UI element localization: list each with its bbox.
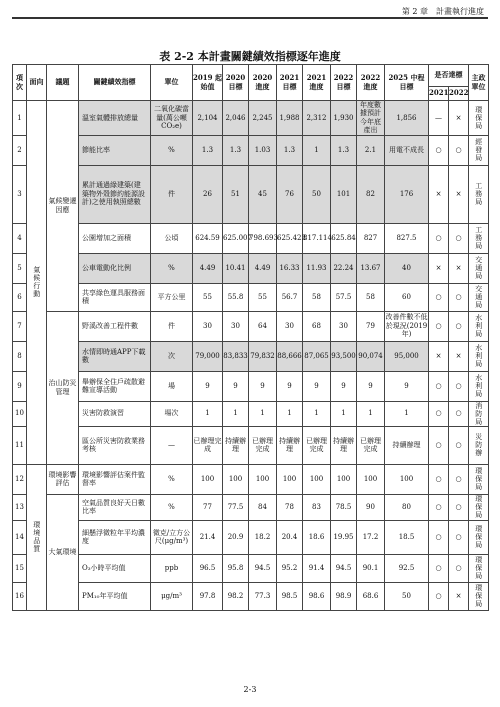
agency-cell: 災防辦: [469, 426, 489, 464]
value-2019: 已辦理完成: [193, 426, 223, 464]
met-2022: ○: [449, 464, 469, 494]
target-2021: 持續辦理: [277, 426, 303, 464]
agency-cell: 環保局: [469, 101, 489, 136]
value-2019: 100: [193, 464, 223, 494]
agency-cell: 經發局: [469, 135, 489, 165]
unit-cell: 平方公里: [151, 283, 193, 311]
met-2021: ○: [429, 554, 449, 582]
table-row: [13, 582, 489, 610]
target-2020: 98.2: [223, 582, 249, 610]
agency-cell: 工務局: [469, 165, 489, 223]
target-2021: 88,666: [277, 341, 303, 371]
target-2021: 1.3: [277, 135, 303, 165]
chapter-header: 第 2 章 計畫執行進度: [401, 7, 484, 16]
agency-cell: 交通局: [469, 253, 489, 283]
target-2021: 1,988: [277, 101, 303, 136]
target-2022: 持續辦理: [331, 426, 357, 464]
target-2022: 1,930: [331, 101, 357, 136]
target-2022: 101: [331, 165, 357, 223]
progress-2020: 64: [249, 311, 277, 341]
value-2019: 79,000: [193, 341, 223, 371]
progress-2022: 2.1: [357, 135, 385, 165]
value-2019: 55: [193, 283, 223, 311]
indicator-name: 舉辦保全住戶疏散避難宣導活動: [79, 371, 151, 401]
indicator-name: 細懸浮微粒年平均濃度: [79, 520, 151, 554]
unit-cell: μg/m³: [151, 582, 193, 610]
target-2020: 1: [223, 401, 249, 426]
target-2021: 95.2: [277, 554, 303, 582]
col-2020-progress: 2020 進度: [249, 65, 277, 101]
progress-2022: 58: [357, 283, 385, 311]
progress-2021: 98.6: [303, 582, 331, 610]
met-2022: ○: [449, 283, 469, 311]
progress-2021: 91.4: [303, 554, 331, 582]
target-2022: 93,500: [331, 341, 357, 371]
target-2020: 51: [223, 165, 249, 223]
indicator-name: O₃小時平均值: [79, 554, 151, 582]
topic-environmental-impact: 環境影響評估: [47, 464, 79, 494]
unit-cell: %: [151, 253, 193, 283]
target-2022: 94.5: [331, 554, 357, 582]
col-2022-target: 2022 目標: [331, 65, 357, 101]
row-number: 2: [13, 135, 27, 165]
kpi-table: [12, 64, 489, 611]
target-2025: 9: [385, 371, 429, 401]
indicator-name: 公園增加之面積: [79, 223, 151, 253]
row-number: 11: [13, 426, 27, 464]
progress-2022: 90,074: [357, 341, 385, 371]
target-2025: 持續辦理: [385, 426, 429, 464]
agency-cell: 水利局: [469, 371, 489, 401]
row-number: 13: [13, 494, 27, 520]
met-2022: ×: [449, 253, 469, 283]
value-2019: 96.5: [193, 554, 223, 582]
unit-cell: 場: [151, 371, 193, 401]
progress-2022: 年度數據預計今年底產出: [357, 101, 385, 136]
met-2021: ○: [429, 223, 449, 253]
table-row: [13, 401, 489, 426]
agency-cell: 交通局: [469, 283, 489, 311]
row-number: 14: [13, 520, 27, 554]
table-row: [13, 311, 489, 341]
table-row: [13, 494, 489, 520]
row-number: 5: [13, 253, 27, 283]
target-2025: 95,000: [385, 341, 429, 371]
target-2025: 改善件數不低於現況(2019 年): [385, 311, 429, 341]
col-2022-progress: 2022 進度: [357, 65, 385, 101]
indicator-name: 累計通過綠建築(建築物外殼節約能源設計)之使用執照總數: [79, 165, 151, 223]
met-2021: ○: [429, 582, 449, 610]
col-topic: 議題: [47, 65, 79, 101]
indicator-name: 水情即時通APP下載數: [79, 341, 151, 371]
value-2019: 2,104: [193, 101, 223, 136]
target-2025: 80: [385, 494, 429, 520]
unit-cell: ppb: [151, 554, 193, 582]
met-2021: ○: [429, 464, 449, 494]
met-2022: ○: [449, 554, 469, 582]
agency-cell: 環保局: [469, 520, 489, 554]
met-2022: ○: [449, 401, 469, 426]
target-2020: 77.5: [223, 494, 249, 520]
target-2021: 78: [277, 494, 303, 520]
met-2021: ○: [429, 520, 449, 554]
value-2019: 624.59: [193, 223, 223, 253]
table-row: [13, 101, 489, 136]
target-2022: 19.95: [331, 520, 357, 554]
unit-cell: 件: [151, 311, 193, 341]
target-2021: 1: [277, 401, 303, 426]
row-number: 16: [13, 582, 27, 610]
table-row: [13, 253, 489, 283]
row-number: 10: [13, 401, 27, 426]
progress-2020: 1: [249, 401, 277, 426]
target-2022: 22.24: [331, 253, 357, 283]
agency-cell: 工務局: [469, 223, 489, 253]
target-2025: 1: [385, 401, 429, 426]
agency-cell: 消防局: [469, 401, 489, 426]
met-2021: ×: [429, 253, 449, 283]
unit-cell: 公頃: [151, 223, 193, 253]
topic-climate-change: 氣候變遷因應: [47, 101, 79, 312]
row-number: 1: [13, 101, 27, 136]
value-2019: 77: [193, 494, 223, 520]
col-no: 項次: [13, 65, 27, 101]
progress-2021: 9: [303, 371, 331, 401]
progress-2022: 827: [357, 223, 385, 253]
row-number: 7: [13, 311, 27, 341]
unit-cell: %: [151, 464, 193, 494]
row-number: 4: [13, 223, 27, 253]
progress-2020: 4.49: [249, 253, 277, 283]
target-2022: 30: [331, 311, 357, 341]
unit-cell: 微克/立方公尺(μg/m³): [151, 520, 193, 554]
met-2022: ×: [449, 101, 469, 136]
page-number: 2-3: [243, 685, 257, 694]
progress-2022: 100: [357, 464, 385, 494]
table-row: [13, 283, 489, 311]
target-2025: 1,856: [385, 101, 429, 136]
target-2022: 1.3: [331, 135, 357, 165]
progress-2021: 已辦理完成: [303, 426, 331, 464]
indicator-name: 公車電動化比例: [79, 253, 151, 283]
progress-2020: 77.3: [249, 582, 277, 610]
table-row: [13, 371, 489, 401]
met-2021: ×: [429, 165, 449, 223]
progress-2021: 100: [303, 464, 331, 494]
target-2021: 98.5: [277, 582, 303, 610]
target-2025: 18.5: [385, 520, 429, 554]
target-2020: 9: [223, 371, 249, 401]
progress-2020: 已辦理完成: [249, 426, 277, 464]
table-title: 表 2-2 本計畫關鍵績效指標逐年進度: [159, 50, 341, 63]
target-2020: 20.9: [223, 520, 249, 554]
progress-2022: 90.1: [357, 554, 385, 582]
indicator-name: 區公所災害防救業務考核: [79, 426, 151, 464]
met-2022: ○: [449, 426, 469, 464]
met-2022: ○: [449, 311, 469, 341]
progress-2021: 68: [303, 311, 331, 341]
topic-disaster-management: 治山防災管理: [47, 311, 79, 464]
unit-cell: 場次: [151, 401, 193, 426]
met-2021: ○: [429, 311, 449, 341]
col-met: 是否達標: [429, 65, 469, 87]
target-2020: 95.8: [223, 554, 249, 582]
col-met-2022: 2022: [449, 87, 469, 101]
table-body: [13, 101, 489, 611]
target-2022: 9: [331, 371, 357, 401]
agency-cell: 環保局: [469, 554, 489, 582]
agency-cell: 環保局: [469, 582, 489, 610]
target-2020: 2,046: [223, 101, 249, 136]
target-2020: 1.3: [223, 135, 249, 165]
indicator-name: 空氣品質良好天日數比率: [79, 494, 151, 520]
target-2021: 76: [277, 165, 303, 223]
progress-2022: 1: [357, 401, 385, 426]
progress-2020: 79,832: [249, 341, 277, 371]
table-row: [13, 520, 489, 554]
met-2021: ○: [429, 426, 449, 464]
row-number: 12: [13, 464, 27, 494]
agency-cell: 環保局: [469, 464, 489, 494]
progress-2022: 13.67: [357, 253, 385, 283]
progress-2021: 50: [303, 165, 331, 223]
progress-2021: 18.6: [303, 520, 331, 554]
met-2021: ○: [429, 371, 449, 401]
progress-2021: 1: [303, 401, 331, 426]
col-2021-target: 2021 目標: [277, 65, 303, 101]
unit-cell: %: [151, 494, 193, 520]
met-2021: ×: [429, 341, 449, 371]
met-2022: ○: [449, 371, 469, 401]
met-2022: ×: [449, 341, 469, 371]
table-row: [13, 341, 489, 371]
table-row: [13, 464, 489, 494]
met-2022: ○: [449, 494, 469, 520]
progress-2021: 11.93: [303, 253, 331, 283]
met-2021: —: [429, 101, 449, 136]
aspect-climate: 氣候行動: [27, 101, 47, 465]
target-2020: 30: [223, 311, 249, 341]
indicator-name: PM₁₀年平均值: [79, 582, 151, 610]
target-2025: 100: [385, 464, 429, 494]
target-2021: 30: [277, 311, 303, 341]
unit-cell: %: [151, 135, 193, 165]
met-2022: ×: [449, 582, 469, 610]
target-2020: 55.8: [223, 283, 249, 311]
progress-2020: 9: [249, 371, 277, 401]
col-indicator: 關鍵績效指標: [79, 65, 151, 101]
target-2025: 176: [385, 165, 429, 223]
target-2025: 92.5: [385, 554, 429, 582]
met-2021: ○: [429, 283, 449, 311]
progress-2020: 94.5: [249, 554, 277, 582]
row-number: 6: [13, 283, 27, 311]
col-unit: 單位: [151, 65, 193, 101]
target-2021: 100: [277, 464, 303, 494]
value-2019: 9: [193, 371, 223, 401]
progress-2021: 87,065: [303, 341, 331, 371]
unit-cell: 件: [151, 165, 193, 223]
col-2021-progress: 2021 進度: [303, 65, 331, 101]
row-number: 9: [13, 371, 27, 401]
target-2021: 56.7: [277, 283, 303, 311]
target-2020: 10.41: [223, 253, 249, 283]
table-row: [13, 426, 489, 464]
progress-2021: 817.114: [303, 223, 331, 253]
col-met-2021: 2021: [429, 87, 449, 101]
value-2019: 30: [193, 311, 223, 341]
progress-2020: 2,245: [249, 101, 277, 136]
table-row: [13, 223, 489, 253]
target-2022: 1: [331, 401, 357, 426]
col-agency: 主政單位: [469, 65, 489, 101]
progress-2020: 45: [249, 165, 277, 223]
progress-2021: 1: [303, 135, 331, 165]
target-2020: 100: [223, 464, 249, 494]
progress-2022: 82: [357, 165, 385, 223]
col-2025-target: 2025 中程 目標: [385, 65, 429, 101]
agency-cell: 水利局: [469, 311, 489, 341]
value-2019: 1.3: [193, 135, 223, 165]
progress-2022: 68.6: [357, 582, 385, 610]
value-2019: 4.49: [193, 253, 223, 283]
col-aspect: 面向: [27, 65, 47, 101]
target-2022: 625.84: [331, 223, 357, 253]
aspect-environment: 環境品質: [27, 464, 47, 610]
indicator-name: 溫室氣體排放總量: [79, 101, 151, 136]
indicator-name: 節能比率: [79, 135, 151, 165]
indicator-name: 災害防救演習: [79, 401, 151, 426]
met-2022: ×: [449, 165, 469, 223]
target-2020: 625.007: [223, 223, 249, 253]
progress-2022: 已辦理完成: [357, 426, 385, 464]
met-2021: ○: [429, 494, 449, 520]
table-row: [13, 135, 489, 165]
unit-cell: 二氧化碳當量(萬公噸CO₂e): [151, 101, 193, 136]
progress-2020: 1.03: [249, 135, 277, 165]
met-2022: ○: [449, 520, 469, 554]
indicator-name: 環境影響評估案件監督率: [79, 464, 151, 494]
progress-2022: 17.2: [357, 520, 385, 554]
target-2021: 9: [277, 371, 303, 401]
met-2022: ○: [449, 223, 469, 253]
target-2022: 57.5: [331, 283, 357, 311]
progress-2022: 9: [357, 371, 385, 401]
progress-2020: 100: [249, 464, 277, 494]
progress-2020: 18.2: [249, 520, 277, 554]
table-row: [13, 554, 489, 582]
target-2022: 98.9: [331, 582, 357, 610]
target-2022: 78.5: [331, 494, 357, 520]
unit-cell: —: [151, 426, 193, 464]
row-number: 3: [13, 165, 27, 223]
agency-cell: 水利局: [469, 341, 489, 371]
row-number: 8: [13, 341, 27, 371]
col-2019: 2019 起始值: [193, 65, 223, 101]
row-number: 15: [13, 554, 27, 582]
target-2025: 40: [385, 253, 429, 283]
progress-2020: 55: [249, 283, 277, 311]
progress-2020: 798.693: [249, 223, 277, 253]
progress-2020: 84: [249, 494, 277, 520]
agency-cell: 環保局: [469, 494, 489, 520]
topic-air-environment: 大氣環境: [47, 494, 79, 610]
target-2021: 20.4: [277, 520, 303, 554]
unit-cell: 次: [151, 341, 193, 371]
progress-2022: 90: [357, 494, 385, 520]
target-2020: 持續辦理: [223, 426, 249, 464]
progress-2021: 58: [303, 283, 331, 311]
target-2025: 827.5: [385, 223, 429, 253]
value-2019: 26: [193, 165, 223, 223]
progress-2021: 83: [303, 494, 331, 520]
met-2021: ○: [429, 135, 449, 165]
met-2021: ○: [429, 401, 449, 426]
target-2021: 16.33: [277, 253, 303, 283]
value-2019: 1: [193, 401, 223, 426]
col-2020-target: 2020 目標: [223, 65, 249, 101]
header-rule: [12, 17, 488, 19]
target-2025: 50: [385, 582, 429, 610]
target-2021: 625.423: [277, 223, 303, 253]
value-2019: 21.4: [193, 520, 223, 554]
target-2020: 83,833: [223, 341, 249, 371]
met-2022: ○: [449, 135, 469, 165]
indicator-name: 野溪改善工程件數: [79, 311, 151, 341]
progress-2021: 2,312: [303, 101, 331, 136]
table-row: [13, 165, 489, 223]
target-2025: 60: [385, 283, 429, 311]
value-2019: 97.8: [193, 582, 223, 610]
target-2022: 100: [331, 464, 357, 494]
target-2025: 用電不成長: [385, 135, 429, 165]
indicator-name: 共享綠色運具服務面積: [79, 283, 151, 311]
progress-2022: 79: [357, 311, 385, 341]
